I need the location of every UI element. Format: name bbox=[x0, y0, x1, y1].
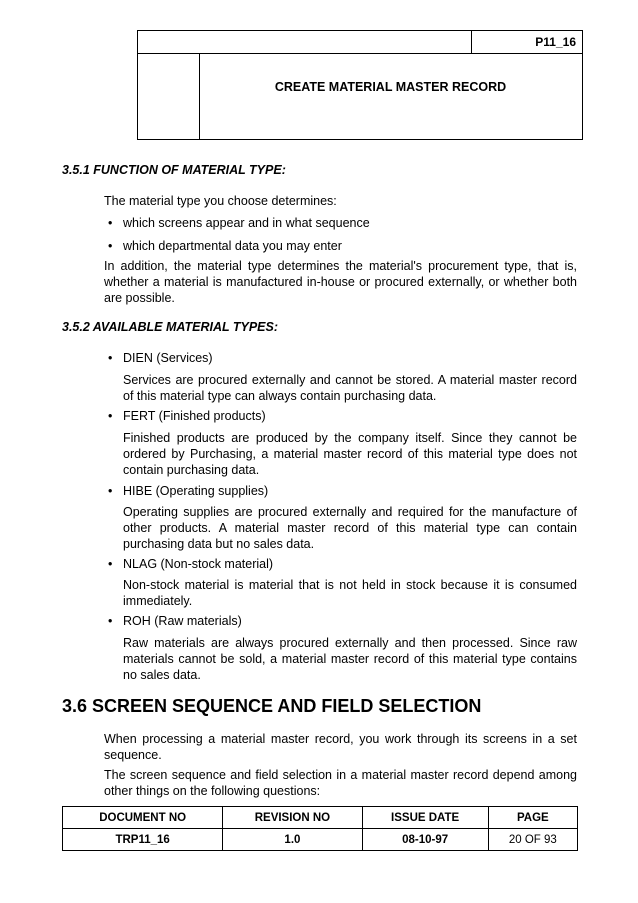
header-code-divider bbox=[471, 31, 472, 53]
paragraph: When processing a material master record, you work through its screens in a set sequence. bbox=[104, 732, 577, 762]
bullet-icon: • bbox=[108, 557, 113, 571]
bullet-icon: • bbox=[108, 351, 113, 365]
document-code: P11_16 bbox=[535, 35, 576, 49]
footer-value-cell: 08-10-97 bbox=[362, 829, 488, 851]
document-footer-table bbox=[62, 806, 578, 851]
header-divider bbox=[138, 53, 582, 54]
type-description: Non-stock material is material that is not held in stock because it is consumed immediately. bbox=[123, 578, 577, 608]
table-row bbox=[63, 807, 578, 829]
footer-header-cell: ISSUE DATE bbox=[362, 807, 488, 829]
type-description: Raw materials are always procured externally and then processed. Since raw materials cannot be sold, a material master record of this material type contains no sales data. bbox=[123, 636, 577, 682]
bullet-icon: • bbox=[108, 409, 113, 423]
footer-header-cell: REVISION NO bbox=[223, 807, 362, 829]
bullet-icon: • bbox=[108, 239, 113, 253]
type-description: Services are procured externally and cannot be stored. A material master record of this material type can always contain purchasing data. bbox=[123, 373, 577, 403]
header-logo-cell bbox=[199, 53, 200, 139]
paragraph: The material type you choose determines: bbox=[104, 194, 337, 208]
list-item: • HIBE (Operating supplies) bbox=[108, 484, 269, 498]
table-row bbox=[63, 829, 578, 851]
document-header bbox=[137, 30, 583, 140]
list-item: • which departmental data you may enter bbox=[108, 239, 342, 253]
list-item: • NLAG (Non-stock material) bbox=[108, 557, 274, 571]
list-item: • DIEN (Services) bbox=[108, 351, 213, 365]
type-description: Operating supplies are procured externally and required for the manufacture of other products. A material master record of this material type can contain purchasing data but no sales data. bbox=[123, 505, 577, 551]
list-item: • ROH (Raw materials) bbox=[108, 614, 242, 628]
paragraph: The screen sequence and field selection in a material master record depend among other things on the following questions: bbox=[104, 768, 577, 798]
bullet-icon: • bbox=[108, 216, 113, 230]
footer-value-cell: 20 OF 93 bbox=[488, 829, 577, 851]
section-heading-352: 3.5.2 AVAILABLE MATERIAL TYPES: bbox=[62, 320, 278, 334]
list-item: • which screens appear and in what sequence bbox=[108, 216, 370, 230]
list-item: • FERT (Finished products) bbox=[108, 409, 266, 423]
footer-header-cell: PAGE bbox=[488, 807, 577, 829]
section-heading-351: 3.5.1 FUNCTION OF MATERIAL TYPE: bbox=[62, 163, 286, 177]
section-heading-36: 3.6 SCREEN SEQUENCE AND FIELD SELECTION bbox=[62, 696, 482, 716]
footer-value-cell: 1.0 bbox=[223, 829, 362, 851]
document-title: CREATE MATERIAL MASTER RECORD bbox=[274, 80, 507, 94]
paragraph: In addition, the material type determines the material's procurement type, that is, whether a material is manufactured in-house or procured externally, or whether both are possible. bbox=[104, 259, 577, 305]
bullet-icon: • bbox=[108, 614, 113, 628]
bullet-icon: • bbox=[108, 484, 113, 498]
footer-header-cell: DOCUMENT NO bbox=[63, 807, 223, 829]
type-description: Finished products are produced by the company itself. Since they cannot be ordered by Purchasing, a material master record of this material type does not contain purchasing data. bbox=[123, 431, 577, 477]
footer-value-cell: TRP11_16 bbox=[63, 829, 223, 851]
